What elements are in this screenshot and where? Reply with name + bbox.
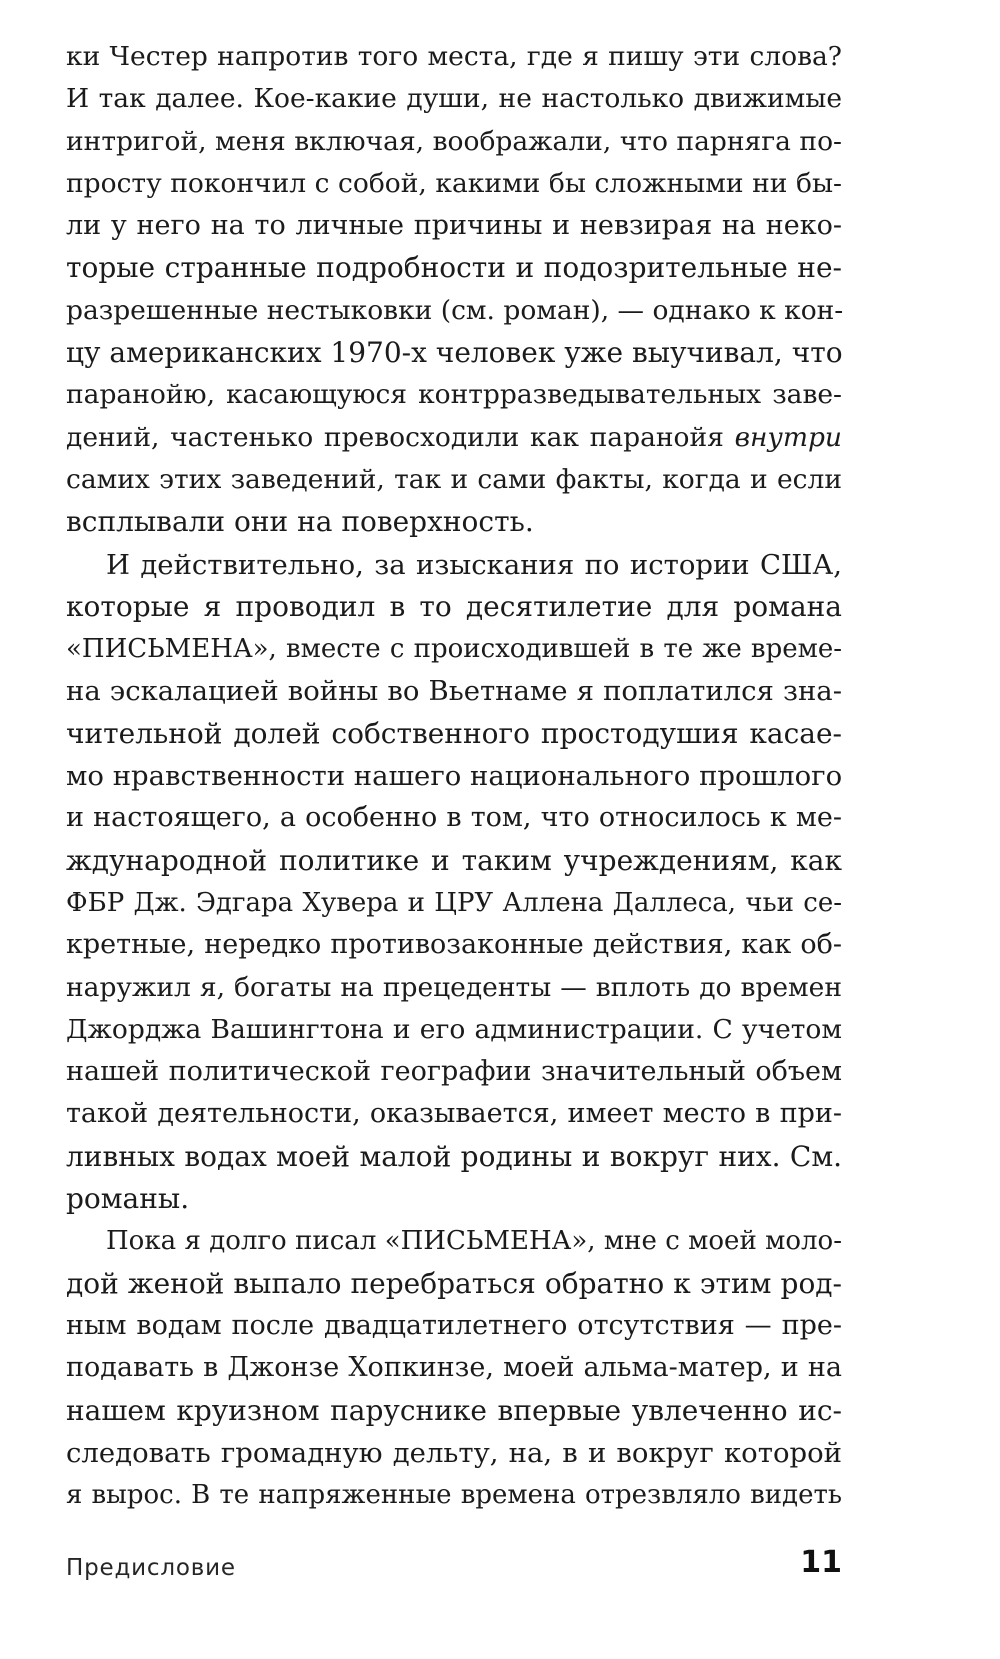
text-line: цу американских 1970-х человек уже выучивал, что <box>66 336 843 370</box>
paragraph-last-line: всплывали они на поверхность. <box>66 505 534 539</box>
body-text <box>66 36 842 1516</box>
text-line: чительной долей собственного простодушия касае- <box>66 716 842 750</box>
page-number: 11 <box>800 1545 842 1580</box>
text-line: дой женой выпало перебраться обратно к этим род- <box>66 1266 842 1300</box>
text-line: ждународной политике и таким учреждениям, как <box>66 843 842 877</box>
text-line: на эскалацией войны во Вьетнаме я поплатился зна- <box>66 675 842 708</box>
text-line: нашей политической географии значительный объем <box>66 1056 842 1088</box>
text-line: И так далее. Кое-какие души, не настолько движимые <box>66 83 842 115</box>
text-line: ливных водах моей малой родины и вокруг них. См. <box>66 1139 842 1173</box>
text-line: интригой, меня включая, воображали, что парняга по- <box>66 125 842 157</box>
text-line: паранойю, касающуюся контрразведывательных заве- <box>66 379 842 411</box>
text-line: мо нравственности нашего национального прошлого <box>66 760 843 793</box>
text-line-start: дений, частенько превосходили как паранойя <box>66 421 735 453</box>
text-line: нашем круизном паруснике впервые увлеченно ис- <box>66 1393 842 1427</box>
text-line: ки Честер напротив того места, где я пишу эти слова? <box>66 41 842 72</box>
text-line: и настоящего, а особенно в том, что относилось к ме- <box>66 802 842 834</box>
text-line: «ПИСЬМЕНА», вместе с происходившей в те же време- <box>66 634 842 665</box>
text-line: торые странные подробности и подозрительные не- <box>66 251 842 285</box>
text-line: кретные, нередко противозаконные действия, как об- <box>66 929 842 961</box>
text-line: самих этих заведений, так и сами факты, когда и если <box>66 463 842 495</box>
text-line: я вырос. В те напряженные времена отрезвляло видеть <box>66 1480 842 1511</box>
text-line: ным водам после двадцатилетнего отсутствия — пре- <box>66 1309 842 1341</box>
text-line: ФБР Дж. Эдгара Хувера и ЦРУ Аллена Даллеса, чьи се- <box>66 887 842 918</box>
text-line: Джорджа Вашингтона и его администрации. С учетом <box>66 1013 842 1045</box>
text-line: наружил я, богаты на прецеденты — вплоть до времен <box>66 971 842 1003</box>
paragraph-last-line: романы. <box>66 1182 190 1216</box>
text-line: подавать в Джонзе Хопкинзе, моей альма-матер, и на <box>66 1352 842 1384</box>
running-footer-title: Предисловие <box>66 1555 236 1581</box>
text-line-with-emphasis <box>66 417 842 459</box>
text-line: просту покончил с собой, какими бы сложными ни бы- <box>66 167 842 199</box>
text-line: следовать громадную дельту, на, в и вокруг которой <box>66 1436 842 1469</box>
text-line: которые я проводил в то десятилетие для романа <box>66 589 842 623</box>
paragraph-first-line: Пока я долго писал «ПИСЬМЕНА», мне с моей моло- <box>106 1226 842 1257</box>
text-line: разрешенные нестыковки (см. роман), — однако к кон- <box>66 294 844 326</box>
text-line: ли у него на то личные причины и невзирая на неко- <box>66 210 842 242</box>
paragraph-first-line: И действительно, за изыскания по истории США, <box>106 548 842 581</box>
emphasized-word: внутри <box>734 421 842 453</box>
text-line: такой деятельности, оказывается, имеет место в при- <box>66 1098 842 1130</box>
